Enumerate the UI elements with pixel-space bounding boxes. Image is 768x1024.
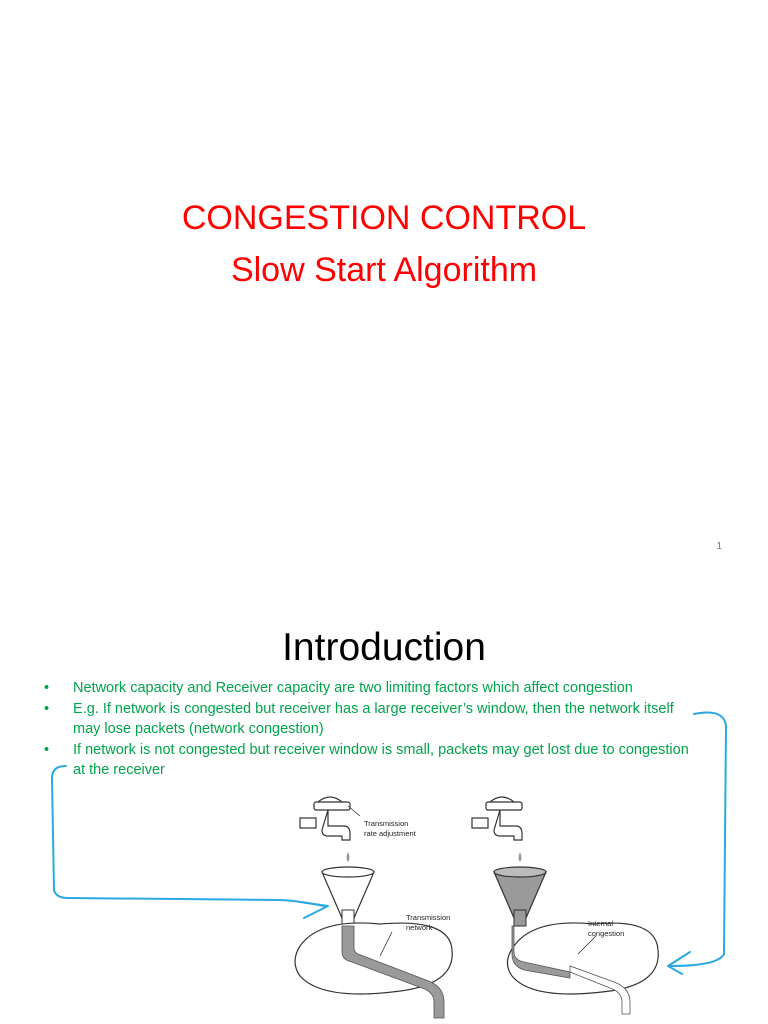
- bullet-text: E.g. If network is congested but receiver has a large receiver’s window, then the network itself may lose packets (network congestion): [73, 701, 674, 737]
- bullet-text: If network is not congested but receiver window is small, packets may get lost due to congestion at the receiver: [73, 742, 689, 778]
- label-network-2: network: [406, 923, 433, 932]
- title-line-1: CONGESTION CONTROL: [181, 199, 587, 237]
- label-internal-2: congestion: [588, 929, 625, 938]
- bullet-icon: •: [44, 701, 50, 717]
- label-internal-1: Internal: [588, 919, 614, 928]
- list-item: [44, 740, 704, 780]
- introduction-slide: [0, 580, 768, 1024]
- bullet-text: Network capacity and Receiver capacity are two limiting factors which affect congestion: [73, 680, 633, 696]
- left-arrowhead-icon: [300, 902, 328, 918]
- title-line-2: Slow Start Algorithm: [230, 251, 538, 289]
- right-arrowhead-icon: [668, 952, 690, 974]
- bullet-icon: •: [44, 742, 50, 758]
- page-number: 1: [716, 541, 722, 552]
- slide-title: Introduction: [282, 626, 486, 669]
- label-rate-2: rate adjustment: [364, 829, 416, 838]
- bullet-list: [44, 678, 704, 781]
- left-annotation-arrow: [52, 766, 324, 906]
- slide-title: [0, 192, 768, 296]
- label-network-1: Transmission: [406, 913, 451, 922]
- list-item: [44, 699, 704, 739]
- list-item: [44, 678, 704, 698]
- bullet-icon: •: [44, 680, 50, 696]
- label-rate-1: Transmission: [364, 819, 409, 828]
